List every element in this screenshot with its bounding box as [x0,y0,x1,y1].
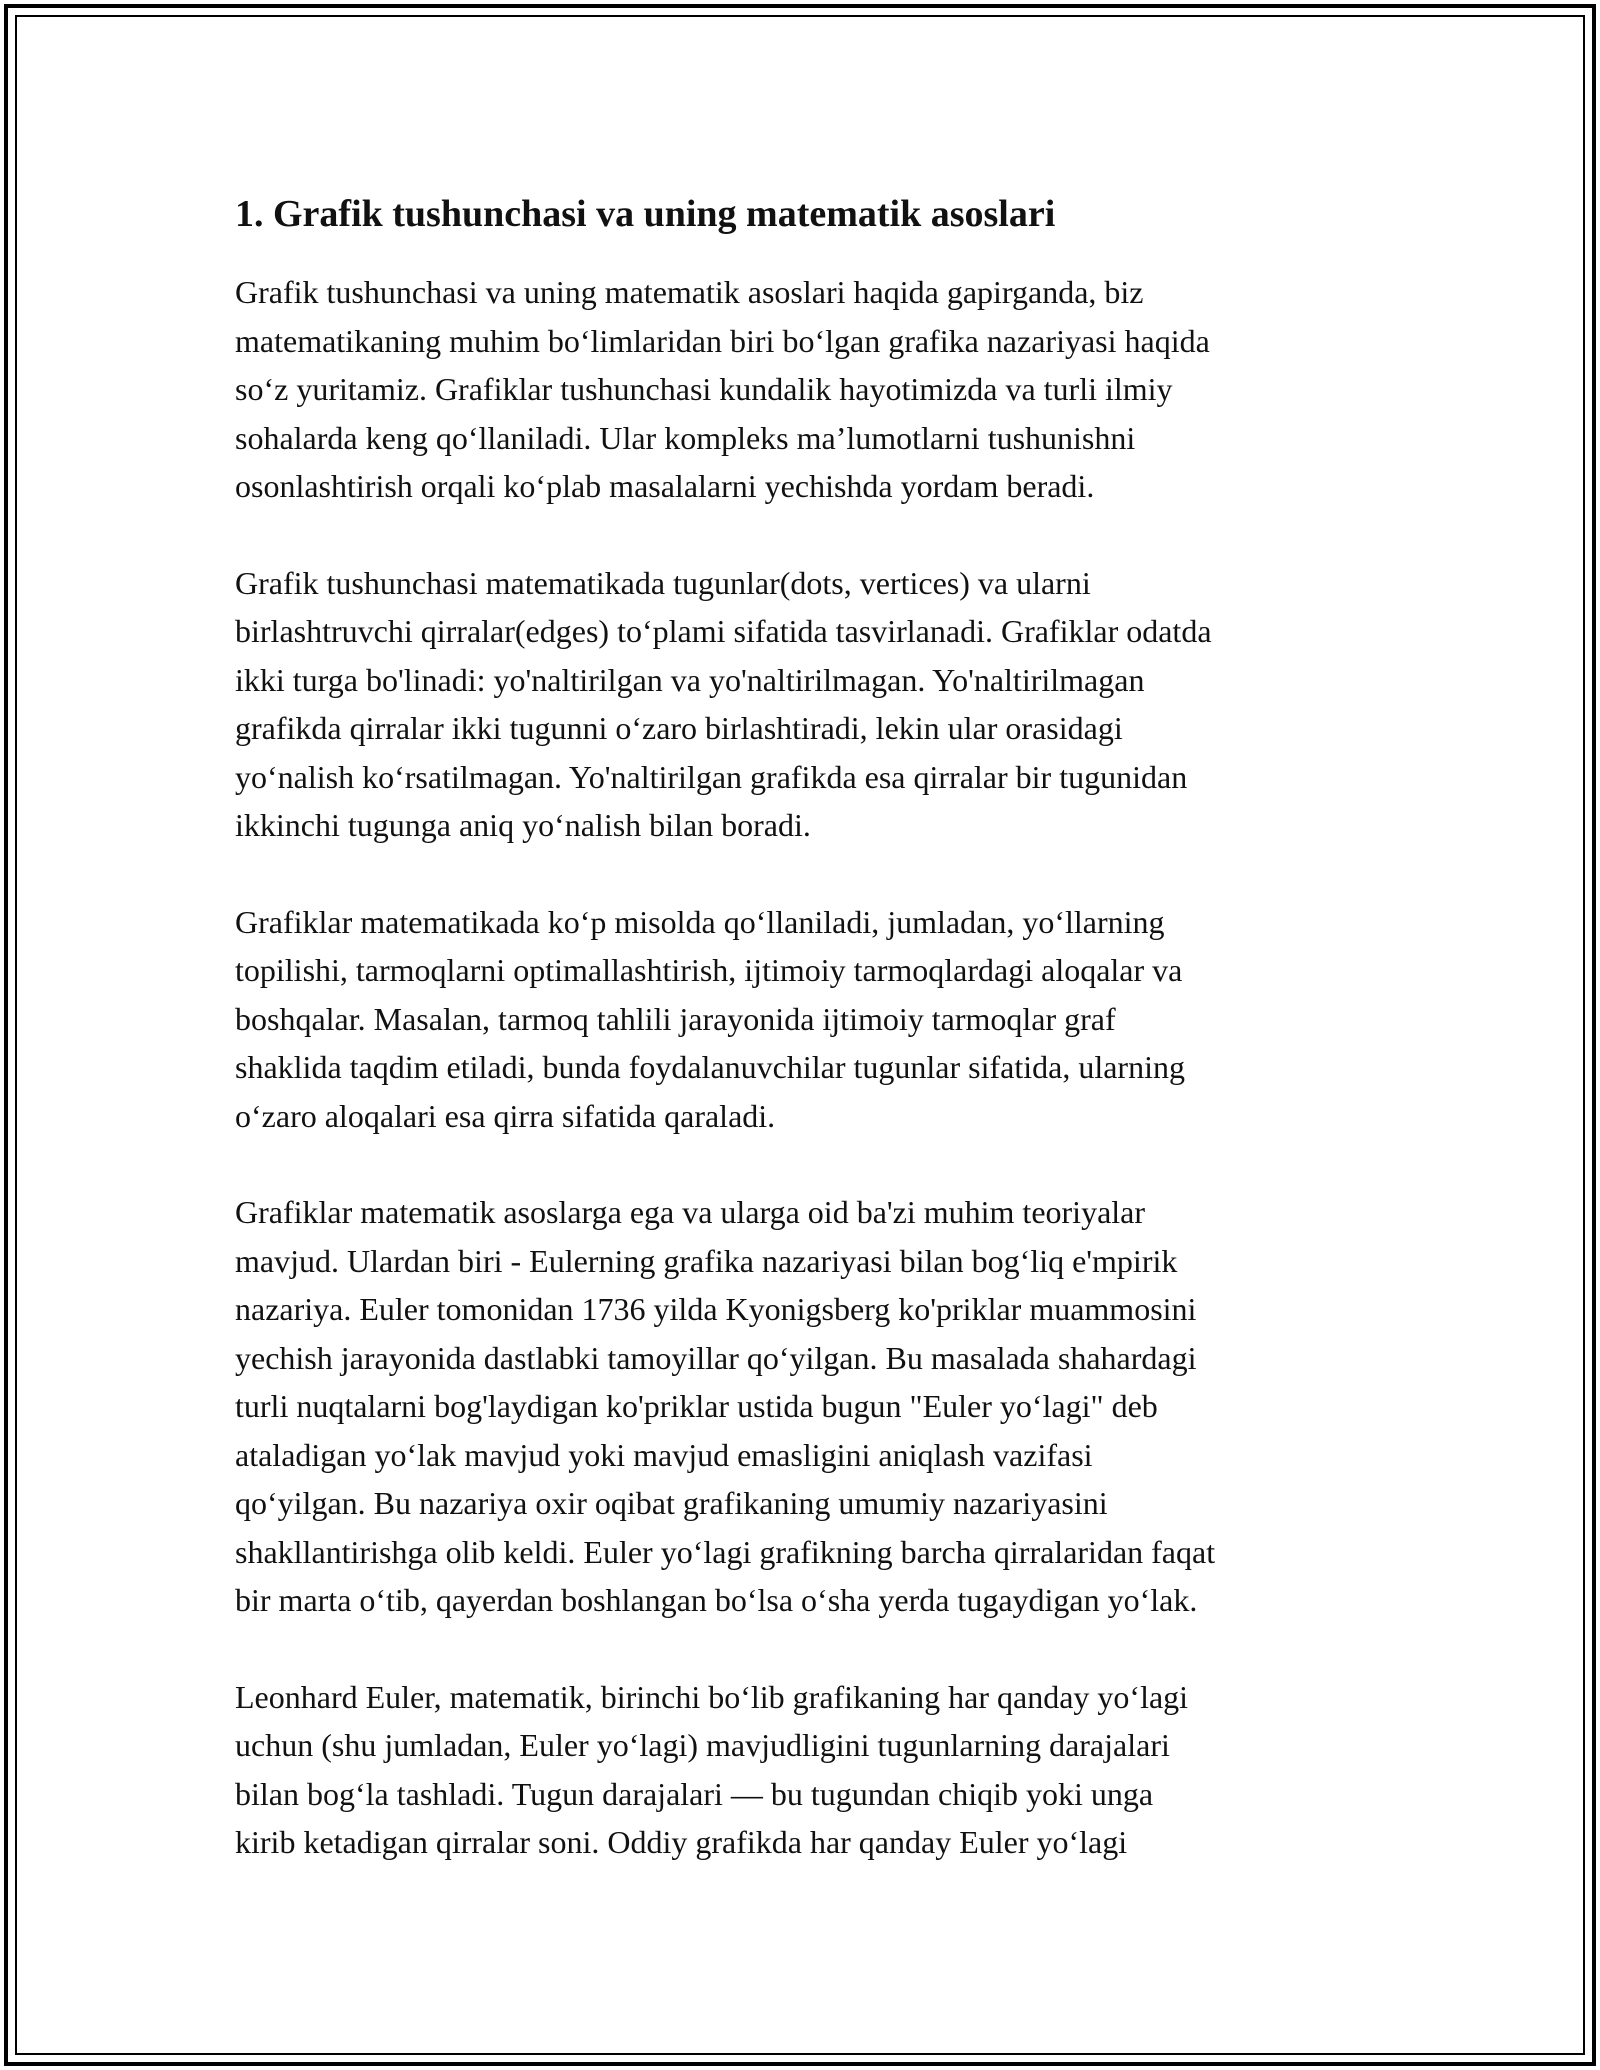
paragraph-3: Grafiklar matematikada ko‘p misolda qo‘llaniladi, jumladan, yo‘llarning topilishi, tarmoqlarni optimallashtirish, ijtimoiy tarmoqlardagi aloqalar va boshqalar. Masalan, tarmoq tahlili jarayonida ijtimoiy tarmoqlar graf shaklida taqdim etiladi, bunda foydalanuvchilar tugunlar sifatida, ularning o‘zaro aloqalari esa qirra sifatida qaraladi. [235,903,1185,1134]
paragraph-4: Grafiklar matematik asoslarga ega va ularga oid ba'zi muhim teoriyalar mavjud. Ulardan biri - Eulerning grafika nazariyasi bilan bog‘liq e'mpirik nazariya. Euler tomonidan 1736 yilda Kyonigsberg ko'priklar muammosini yechish jarayonida dastlabki tamoyillar qo‘yilgan. Bu masalada shahardagi turli nuqtalarni bog'laydigan ko'priklar ustida bugun "Euler yo‘lagi" deb ataladigan yo‘lak mavjud yoki mavjud emasligini aniqlash vazifasi qo‘yilgan. Bu nazariya oxir oqibat grafikaning umumiy nazariyasini shakllantirishga olib keldi. Euler yo‘lagi grafikning barcha qirralaridan faqat bir marta o‘tib, qayerdan boshlangan bo‘lsa o‘sha yerda tugaydigan yo‘lak. [235,1194,1216,1618]
section-heading: 1. Grafik tushunchasi va uning matematik asoslari [235,193,1056,235]
document-body [235,190,1410,1915]
paragraph-5: Leonhard Euler, matematik, birinchi bo‘lib grafikaning har qanday yo‘lagi uchun (shu jumladan, Euler yo‘lagi) mavjudligini tugunlarning darajalari bilan bog‘la tashladi. Tugun darajalari — bu tugundan chiqib yoki unga kirib ketadigan qirralar soni. Oddiy grafikda har qanday Euler yo‘lagi [235,1678,1189,1860]
paragraph-1: Grafik tushunchasi va uning matematik asoslari haqida gapirganda, biz matematikaning muhim bo‘limlaridan biri bo‘lgan grafika nazariyasi haqida so‘z yuritamiz. Grafiklar tushunchasi kundalik hayotimizda va turli ilmiy sohalarda keng qo‘llaniladi. Ular kompleks ma’lumotlarni tushunishni osonlashtirish orqali ko‘plab masalalarni yechishda yordam beradi. [235,274,1210,504]
paragraph-2: Grafik tushunchasi matematikada tugunlar(dots, vertices) va ularni birlashtruvchi qirralar(edges) to‘plami sifatida tasvirlanadi. Grafiklar odatda ikki turga bo'linadi: yo'naltirilgan va yo'naltirilmagan. Yo'naltirilmagan grafikda qirralar ikki tugunni o‘zaro birlashtiradi, lekin ular orasidagi yo‘nalish ko‘rsatilmagan. Yo'naltirilgan grafikda esa qirralar bir tugunidan ikkinchi tugunga aniq yo‘nalish bilan boradi. [235,564,1212,843]
